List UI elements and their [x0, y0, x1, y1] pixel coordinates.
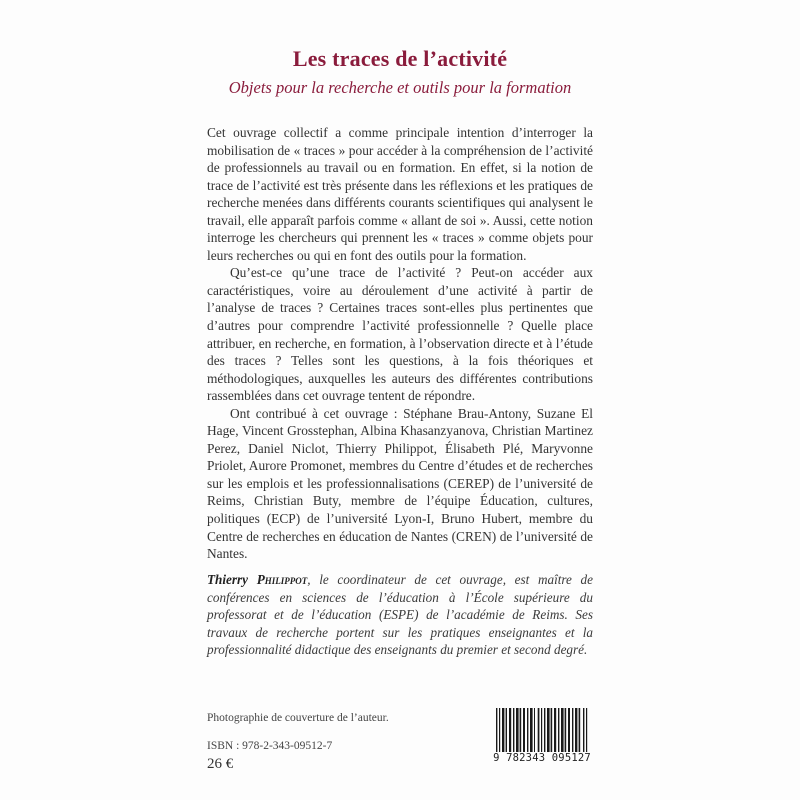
author-name	[207, 572, 307, 587]
book-subtitle: Objets pour la recherche et outils pour la formation	[228, 78, 572, 97]
author-first-name: Thierry	[207, 572, 249, 587]
price: 26 €	[207, 756, 234, 772]
barcode-number: 9 782343 095127	[493, 752, 591, 764]
book-title: Les traces de l’activité	[292, 46, 508, 71]
author-bio-text: , le coordinateur de cet ouvrage, est maître de conférences en sciences de l’éducation à l’École supérieure du professorat et de l’éducation (ESPE) de l’académie de Reims. Ses travaux de recherche portent sur les pratiques enseignantes et la professionnalité didactique des enseignants du premier et second degré.	[207, 572, 593, 658]
blurb	[207, 124, 593, 563]
photo-credit: Photographie de couverture de l’auteur.	[207, 712, 389, 724]
author-bio	[207, 571, 593, 659]
author-last-name: Philippot	[256, 572, 308, 587]
blurb-paragraph-3: Ont contribué à cet ouvrage : Stéphane Brau-Antony, Suzane El Hage, Vincent Grosstephan, Albina Khasanzyanova, Christian Martinez Perez, Daniel Niclot, Thierry Philippot, Élisabeth Plé, Maryvonne Priolet, Aurore Promonet, membres du Centre d’études et de recherches sur les emplois et les professionnalisations (CEREP) de l’université de Reims, Christian Buty, membre de l’équipe Éducation, cultures, politiques (ECP) de l’université Lyon-I, Bruno Hubert, membre du Centre de recherches en éducation de Nantes (CREN) de l’université de Nantes.	[207, 405, 593, 562]
blurb-paragraph-2: Qu’est-ce qu’une trace de l’activité ? Peut-on accéder aux caractéristiques, voire au déroulement d’une activité à partir de l’analyse de traces ? Certaines traces sont-elles plus pertinentes que d’autres pour comprendre l’activité professionnelle ? Quelle place attribuer, en recherche, en formation, à l’observation directe et à l’étude des traces ? Telles sont les questions, à la fois théoriques et méthodologiques, auxquelles les auteurs des différentes contributions rassemblées dans cet ouvrage tentent de répondre.	[207, 265, 593, 404]
barcode	[492, 708, 592, 770]
isbn: ISBN : 978-2-343-09512-7	[207, 740, 333, 752]
blurb-paragraph-1: Cet ouvrage collectif a comme principale intention d’interroger la mobilisation de « traces » pour accéder à la compréhension de l’activité de professionnels au travail ou en formation. En effet, si la notion de trace de l’activité est très présente dans les réflexions et les pratiques de recherche menées dans différents courants scientifiques qui analysent le travail, elle apparaît parfois comme « allant de soi ». Aussi, cette notion interroge les chercheurs qui prennent les « traces » comme objets pour leurs recherches ou qui en font des outils pour la formation.	[207, 125, 593, 263]
barcode-bars-icon	[492, 708, 592, 758]
